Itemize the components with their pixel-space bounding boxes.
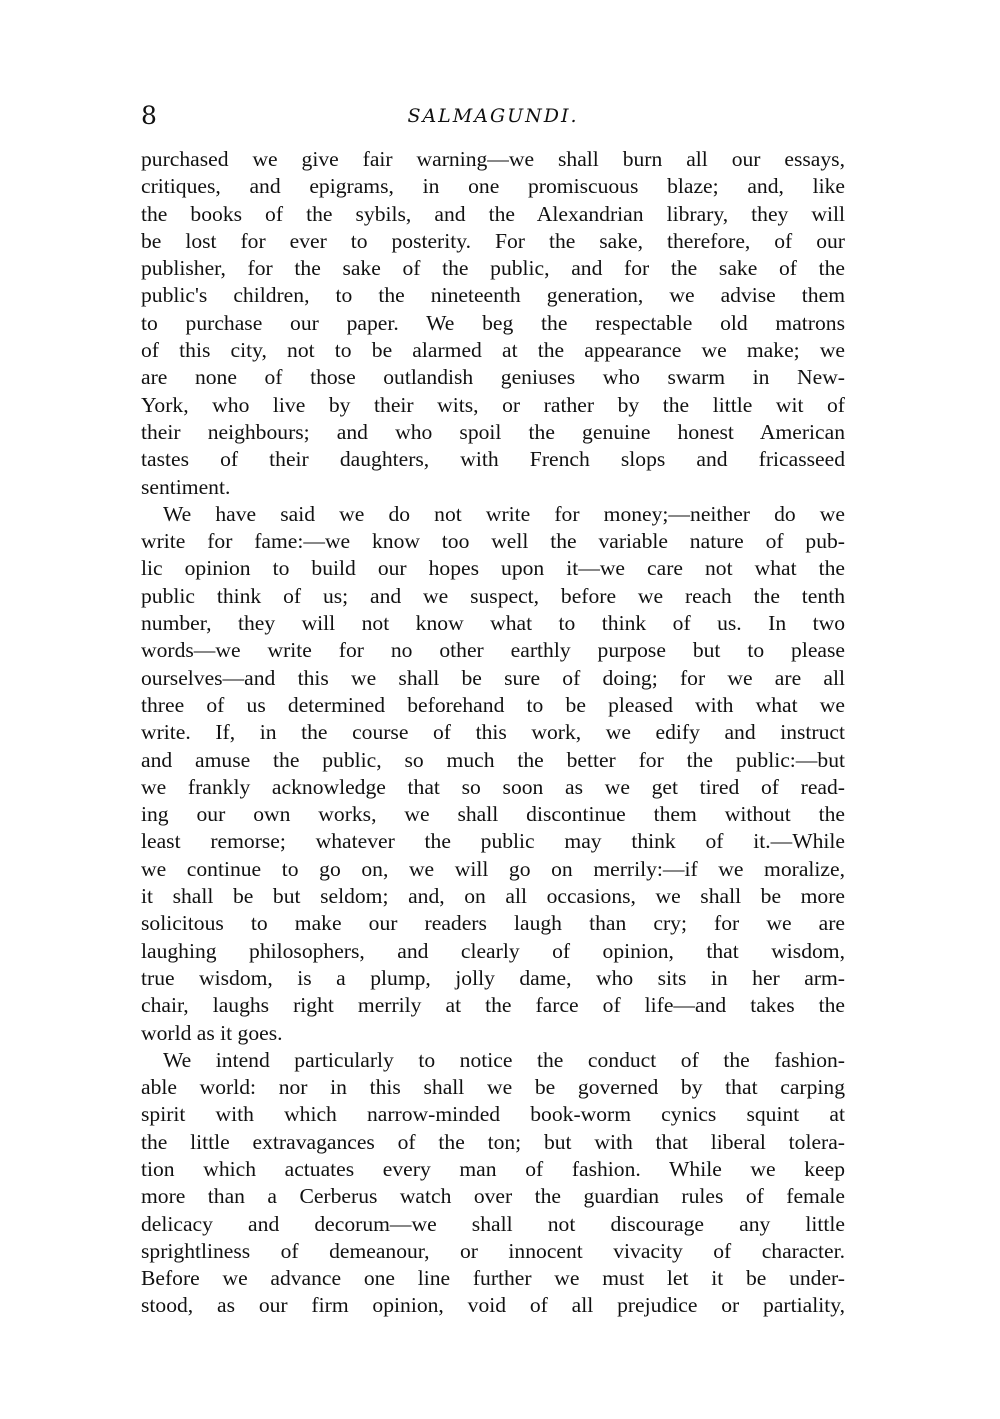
text-line: delicacy and decorum—we shall not discourage any little <box>141 1211 845 1236</box>
page-number: 8 <box>141 101 157 130</box>
text-line: true wisdom, is a plump, jolly dame, who sits in her arm- <box>141 965 845 990</box>
text-line: laughing philosophers, and clearly of opinion, that wisdom, <box>141 938 845 963</box>
text-line: write for fame:—we know too well the variable nature of pub- <box>141 529 845 554</box>
text-line: critiques, and epigrams, in one promiscuous blaze; and, like <box>141 174 845 199</box>
text-line: sentiment. <box>141 474 231 499</box>
text-line: We have said we do not write for money;—neither do we <box>163 501 845 526</box>
text-line: world as it goes. <box>141 1020 283 1045</box>
text-line: be lost for ever to posterity. For the sake, therefore, of our <box>141 228 845 253</box>
text-line: we continue to go on, we will go on merrily:—if we moralize, <box>141 856 845 881</box>
text-line: ing our own works, we shall discontinue them without the <box>141 802 845 827</box>
text-line: ourselves—and this we shall be sure of doing; for we are all <box>141 665 845 690</box>
text-line: solicitous to make our readers laugh than cry; for we are <box>141 911 845 936</box>
text-line: the little extravagances of the ton; but with that liberal tolera- <box>141 1129 845 1154</box>
page-header <box>141 98 845 134</box>
text-line: it shall be but seldom; and, on all occasions, we shall be more <box>141 884 845 909</box>
text-line: least remorse; whatever the public may think of it.—While <box>141 829 845 854</box>
text-line: and amuse the public, so much the better for the public:—but <box>141 747 845 772</box>
text-line: tion which actuates every man of fashion. While we keep <box>141 1156 845 1181</box>
text-line: public's children, to the nineteenth generation, we advise them <box>141 283 845 308</box>
text-line: words—we write for no other earthly purpose but to please <box>141 638 845 663</box>
text-line: public think of us; and we suspect, before we reach the tenth <box>141 583 845 608</box>
text-line: sprightliness of demeanour, or innocent vivacity of character. <box>141 1238 845 1263</box>
text-line: publisher, for the sake of the public, and for the sake of the <box>141 256 845 281</box>
body-text <box>141 146 845 1320</box>
text-line: tastes of their daughters, with French slops and fricasseed <box>141 447 845 472</box>
text-line: their neighbours; and who spoil the genuine honest American <box>141 419 845 444</box>
text-line: number, they will not know what to think of us. In two <box>141 611 845 636</box>
text-line: stood, as our firm opinion, void of all prejudice or partiality, <box>141 1293 845 1318</box>
text-line: York, who live by their wits, or rather by the little wit of <box>141 392 845 417</box>
text-line: are none of those outlandish geniuses who swarm in New- <box>141 365 845 390</box>
text-line: the books of the sybils, and the Alexandrian library, they will <box>141 201 845 226</box>
text-line: three of us determined beforehand to be pleased with what we <box>141 692 845 717</box>
text-line: We intend particularly to notice the conduct of the fashion- <box>163 1047 845 1072</box>
running-title: SALMAGUNDI. <box>407 105 579 127</box>
text-line: of this city, not to be alarmed at the appearance we make; we <box>141 338 845 363</box>
text-line: able world: nor in this shall we be governed by that carping <box>141 1075 845 1100</box>
text-line: write. If, in the course of this work, we edify and instruct <box>141 720 845 745</box>
text-line: we frankly acknowledge that so soon as we get tired of read- <box>141 774 845 799</box>
text-line: lic opinion to build our hopes upon it—we care not what the <box>141 556 845 581</box>
text-line: Before we advance one line further we must let it be under- <box>141 1266 845 1291</box>
text-line: to purchase our paper. We beg the respectable old matrons <box>141 310 845 335</box>
text-line: purchased we give fair warning—we shall burn all our essays, <box>141 147 845 171</box>
text-line: more than a Cerberus watch over the guardian rules of female <box>141 1184 845 1209</box>
text-line: chair, laughs right merrily at the farce of life—and takes the <box>141 993 845 1018</box>
text-line: spirit with which narrow-minded book-worm cynics squint at <box>141 1102 845 1127</box>
